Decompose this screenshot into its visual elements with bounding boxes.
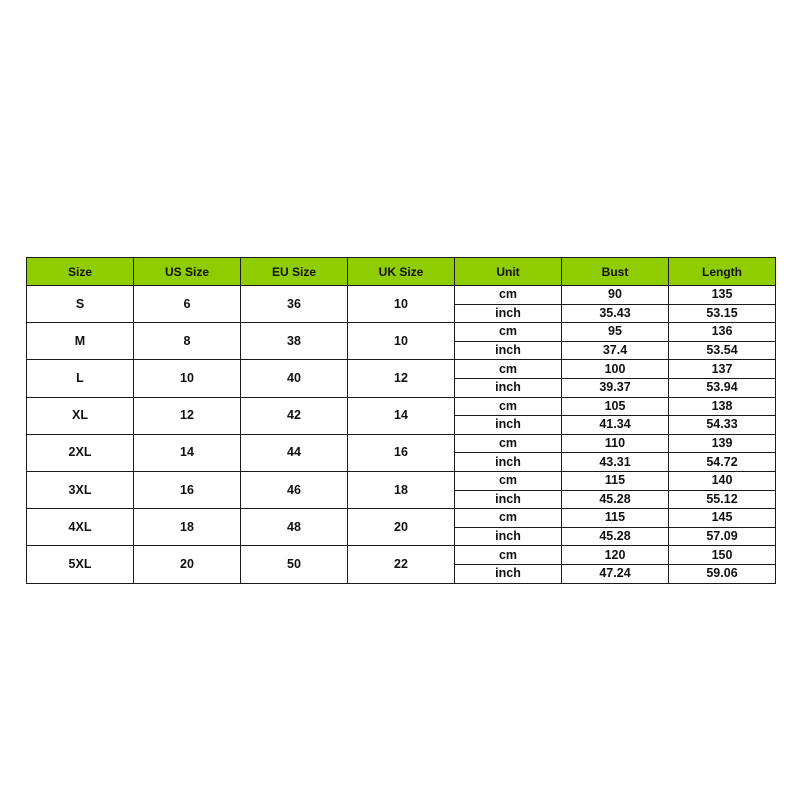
unit-cell: inch	[455, 453, 562, 472]
bust-cell: 120	[562, 546, 669, 565]
size-cell: 3XL	[27, 471, 134, 508]
length-cell: 136	[669, 323, 776, 342]
uk-size-cell: 18	[348, 471, 455, 508]
bust-cell: 45.28	[562, 490, 669, 509]
bust-cell: 39.37	[562, 378, 669, 397]
header-size: Size	[27, 258, 134, 286]
uk-size-cell: 10	[348, 323, 455, 360]
bust-cell: 41.34	[562, 416, 669, 435]
header-length: Length	[669, 258, 776, 286]
unit-cell: cm	[455, 471, 562, 490]
length-cell: 59.06	[669, 564, 776, 583]
eu-size-cell: 48	[241, 509, 348, 546]
bust-cell: 37.4	[562, 341, 669, 360]
uk-size-cell: 14	[348, 397, 455, 434]
unit-cell: cm	[455, 286, 562, 305]
eu-size-cell: 50	[241, 546, 348, 583]
size-row-cm	[27, 286, 776, 305]
unit-cell: cm	[455, 323, 562, 342]
us-size-cell: 10	[134, 360, 241, 397]
bust-cell: 110	[562, 434, 669, 453]
unit-cell: cm	[455, 546, 562, 565]
size-row-cm	[27, 509, 776, 528]
bust-cell: 45.28	[562, 527, 669, 546]
bust-cell: 95	[562, 323, 669, 342]
uk-size-cell: 12	[348, 360, 455, 397]
eu-size-cell: 44	[241, 434, 348, 471]
bust-cell: 115	[562, 509, 669, 528]
eu-size-cell: 46	[241, 471, 348, 508]
header-uk-size: UK Size	[348, 258, 455, 286]
length-cell: 139	[669, 434, 776, 453]
length-cell: 135	[669, 286, 776, 305]
size-row-cm	[27, 471, 776, 490]
size-cell: M	[27, 323, 134, 360]
length-cell: 140	[669, 471, 776, 490]
length-cell: 54.33	[669, 416, 776, 435]
us-size-cell: 12	[134, 397, 241, 434]
us-size-cell: 14	[134, 434, 241, 471]
length-cell: 150	[669, 546, 776, 565]
unit-cell: inch	[455, 564, 562, 583]
uk-size-cell: 22	[348, 546, 455, 583]
unit-cell: inch	[455, 416, 562, 435]
length-cell: 53.94	[669, 378, 776, 397]
size-cell: 4XL	[27, 509, 134, 546]
uk-size-cell: 10	[348, 286, 455, 323]
eu-size-cell: 40	[241, 360, 348, 397]
length-cell: 137	[669, 360, 776, 379]
unit-cell: inch	[455, 304, 562, 323]
unit-cell: cm	[455, 509, 562, 528]
bust-cell: 105	[562, 397, 669, 416]
unit-cell: cm	[455, 434, 562, 453]
us-size-cell: 16	[134, 471, 241, 508]
header-bust: Bust	[562, 258, 669, 286]
uk-size-cell: 20	[348, 509, 455, 546]
us-size-cell: 6	[134, 286, 241, 323]
eu-size-cell: 42	[241, 397, 348, 434]
size-cell: L	[27, 360, 134, 397]
size-row-cm	[27, 434, 776, 453]
unit-cell: inch	[455, 378, 562, 397]
bust-cell: 115	[562, 471, 669, 490]
unit-cell: cm	[455, 360, 562, 379]
eu-size-cell: 36	[241, 286, 348, 323]
us-size-cell: 8	[134, 323, 241, 360]
size-row-cm	[27, 546, 776, 565]
length-cell: 53.54	[669, 341, 776, 360]
size-row-cm	[27, 397, 776, 416]
header-row	[27, 258, 776, 286]
unit-cell: inch	[455, 527, 562, 546]
size-row-cm	[27, 360, 776, 379]
length-cell: 54.72	[669, 453, 776, 472]
length-cell: 145	[669, 509, 776, 528]
eu-size-cell: 38	[241, 323, 348, 360]
size-chart-header	[27, 258, 776, 286]
bust-cell: 47.24	[562, 564, 669, 583]
length-cell: 55.12	[669, 490, 776, 509]
size-cell: S	[27, 286, 134, 323]
bust-cell: 35.43	[562, 304, 669, 323]
unit-cell: inch	[455, 341, 562, 360]
bust-cell: 90	[562, 286, 669, 305]
size-cell: 2XL	[27, 434, 134, 471]
size-row-cm	[27, 323, 776, 342]
length-cell: 138	[669, 397, 776, 416]
header-us-size: US Size	[134, 258, 241, 286]
length-cell: 53.15	[669, 304, 776, 323]
header-unit: Unit	[455, 258, 562, 286]
size-chart-table	[26, 257, 776, 584]
header-eu-size: EU Size	[241, 258, 348, 286]
us-size-cell: 18	[134, 509, 241, 546]
unit-cell: inch	[455, 490, 562, 509]
uk-size-cell: 16	[348, 434, 455, 471]
size-chart-body	[27, 286, 776, 584]
length-cell: 57.09	[669, 527, 776, 546]
size-cell: XL	[27, 397, 134, 434]
us-size-cell: 20	[134, 546, 241, 583]
unit-cell: cm	[455, 397, 562, 416]
bust-cell: 43.31	[562, 453, 669, 472]
size-cell: 5XL	[27, 546, 134, 583]
bust-cell: 100	[562, 360, 669, 379]
